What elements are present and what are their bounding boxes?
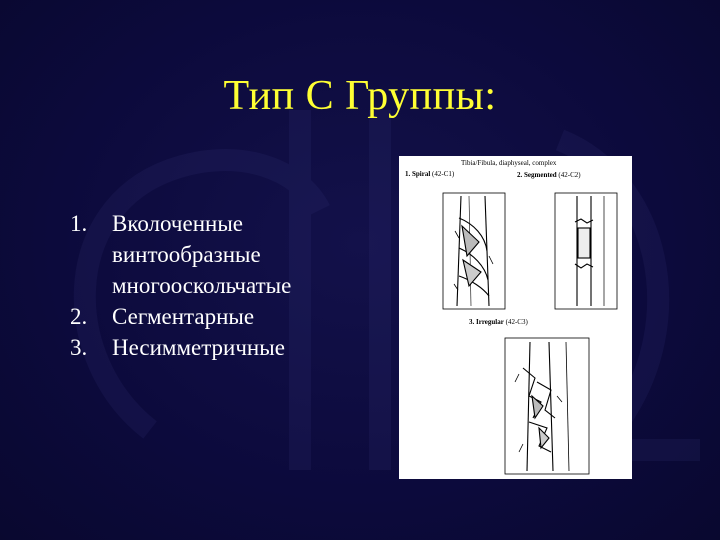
list-number: 2.: [70, 304, 88, 329]
irregular-fracture-drawing: [505, 338, 589, 474]
list-text: Вколоченные винтообразные многооскольчатые: [112, 211, 292, 298]
list-text: Сегментарные: [112, 304, 255, 329]
list-number: 3.: [70, 335, 88, 360]
list-item: [70, 332, 390, 363]
panel-3-label: 3. Irregular (42-C3): [469, 318, 528, 326]
panel-1-label: 1. Spiral (42-C1): [405, 170, 455, 178]
slide-title: Тип С Группы:: [223, 73, 497, 119]
fracture-groups-list: [70, 208, 390, 363]
figure-header: Tibia/Fibula, diaphyseal, complex: [461, 159, 557, 167]
list-item: [70, 208, 390, 301]
spiral-fracture-drawing: [443, 193, 505, 309]
panel-2-label: 2. Segmented (42-C2): [517, 171, 581, 179]
list-item: [70, 301, 390, 332]
fracture-diagram-figure: [399, 156, 632, 479]
list-number: 1.: [70, 211, 88, 236]
list-text: Несимметричные: [112, 335, 285, 360]
segmented-fracture-drawing: [555, 193, 617, 309]
fracture-drawings: [399, 156, 632, 479]
